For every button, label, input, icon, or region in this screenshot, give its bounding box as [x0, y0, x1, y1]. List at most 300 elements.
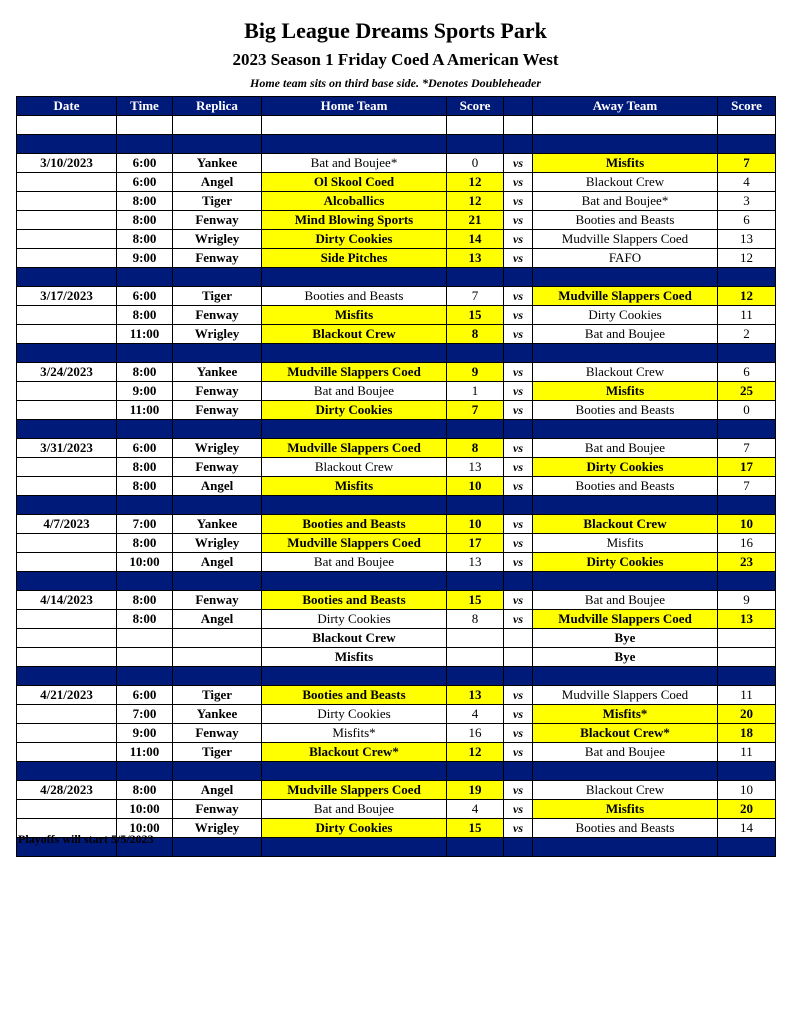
cell-home-score: 10	[447, 515, 504, 534]
cell-home-score: 13	[447, 686, 504, 705]
cell-home-team: Mudville Slappers Coed	[262, 363, 447, 382]
cell-away-score: 11	[718, 306, 776, 325]
cell-vs: vs	[504, 800, 533, 819]
game-row	[17, 192, 776, 211]
cell-away-score: 17	[718, 458, 776, 477]
week-separator	[17, 572, 776, 591]
col-date: Date	[17, 97, 117, 116]
cell-date	[17, 192, 117, 211]
cell-home-score: 0	[447, 154, 504, 173]
cell-vs	[504, 667, 533, 686]
cell-time: 8:00	[117, 211, 173, 230]
week-separator	[17, 667, 776, 686]
cell-home-score: 15	[447, 819, 504, 838]
cell-away-team	[533, 116, 718, 135]
cell-home-score: 16	[447, 724, 504, 743]
cell-date	[17, 420, 117, 439]
game-row	[17, 458, 776, 477]
cell-time: 8:00	[117, 591, 173, 610]
cell-away-score	[718, 648, 776, 667]
cell-replica: Fenway	[173, 382, 262, 401]
cell-away-score: 6	[718, 363, 776, 382]
cell-date	[17, 135, 117, 154]
cell-away-team: Blackout Crew	[533, 173, 718, 192]
cell-vs: vs	[504, 401, 533, 420]
week-separator	[17, 762, 776, 781]
cell-time: 10:00	[117, 553, 173, 572]
cell-home-team: Side Pitches	[262, 249, 447, 268]
cell-replica: Fenway	[173, 724, 262, 743]
cell-replica	[173, 629, 262, 648]
cell-vs: vs	[504, 515, 533, 534]
cell-home-team: Misfits	[262, 648, 447, 667]
cell-time: 6:00	[117, 173, 173, 192]
cell-away-team: Bat and Boujee	[533, 439, 718, 458]
cell-date: 3/17/2023	[17, 287, 117, 306]
cell-date	[17, 249, 117, 268]
cell-vs: vs	[504, 192, 533, 211]
cell-replica: Wrigley	[173, 230, 262, 249]
cell-away-team	[533, 420, 718, 439]
cell-time: 11:00	[117, 401, 173, 420]
cell-vs: vs	[504, 382, 533, 401]
cell-away-team: Mudville Slappers Coed	[533, 686, 718, 705]
game-row	[17, 686, 776, 705]
cell-away-team: Misfits*	[533, 705, 718, 724]
col-home-team: Home Team	[262, 97, 447, 116]
cell-vs: vs	[504, 534, 533, 553]
cell-home-team: Booties and Beasts	[262, 591, 447, 610]
cell-replica: Angel	[173, 477, 262, 496]
cell-date: 4/28/2023	[17, 781, 117, 800]
cell-home-score	[447, 420, 504, 439]
cell-date	[17, 610, 117, 629]
cell-home-score	[447, 116, 504, 135]
cell-vs	[504, 572, 533, 591]
cell-time	[117, 629, 173, 648]
cell-home-score	[447, 135, 504, 154]
cell-home-team	[262, 496, 447, 515]
cell-date	[17, 344, 117, 363]
cell-replica: Fenway	[173, 401, 262, 420]
cell-time: 8:00	[117, 610, 173, 629]
cell-replica	[173, 838, 262, 857]
cell-away-team: Bat and Boujee*	[533, 192, 718, 211]
cell-date	[17, 553, 117, 572]
cell-away-team: Bat and Boujee	[533, 325, 718, 344]
cell-home-score: 21	[447, 211, 504, 230]
cell-away-team	[533, 135, 718, 154]
cell-date	[17, 268, 117, 287]
cell-vs	[504, 135, 533, 154]
cell-home-score: 7	[447, 287, 504, 306]
cell-vs: vs	[504, 591, 533, 610]
cell-home-team: Mudville Slappers Coed	[262, 439, 447, 458]
game-row	[17, 154, 776, 173]
schedule-body	[17, 116, 776, 857]
cell-time: 8:00	[117, 230, 173, 249]
cell-home-score	[447, 762, 504, 781]
cell-date	[17, 800, 117, 819]
cell-replica: Tiger	[173, 287, 262, 306]
cell-date: 4/21/2023	[17, 686, 117, 705]
cell-date: 3/31/2023	[17, 439, 117, 458]
cell-home-score: 10	[447, 477, 504, 496]
cell-replica	[173, 116, 262, 135]
cell-time: 9:00	[117, 382, 173, 401]
cell-home-team: Blackout Crew*	[262, 743, 447, 762]
game-row	[17, 781, 776, 800]
cell-home-score	[447, 629, 504, 648]
cell-home-team	[262, 572, 447, 591]
cell-home-score: 1	[447, 382, 504, 401]
cell-date	[17, 534, 117, 553]
cell-date: 3/10/2023	[17, 154, 117, 173]
cell-home-team: Blackout Crew	[262, 325, 447, 344]
cell-replica: Tiger	[173, 743, 262, 762]
cell-home-score	[447, 268, 504, 287]
cell-home-team: Booties and Beasts	[262, 287, 447, 306]
cell-home-score: 13	[447, 249, 504, 268]
cell-home-score	[447, 496, 504, 515]
cell-replica: Angel	[173, 553, 262, 572]
cell-date	[17, 496, 117, 515]
cell-vs: vs	[504, 325, 533, 344]
cell-vs: vs	[504, 724, 533, 743]
cell-away-score: 10	[718, 781, 776, 800]
cell-vs: vs	[504, 154, 533, 173]
cell-home-team: Bat and Boujee	[262, 382, 447, 401]
cell-date	[17, 724, 117, 743]
cell-date	[17, 648, 117, 667]
game-row	[17, 553, 776, 572]
cell-date	[17, 306, 117, 325]
cell-away-score: 23	[718, 553, 776, 572]
cell-home-team: Dirty Cookies	[262, 610, 447, 629]
cell-away-team: Dirty Cookies	[533, 553, 718, 572]
cell-replica	[173, 420, 262, 439]
cell-vs: vs	[504, 439, 533, 458]
cell-date	[17, 116, 117, 135]
cell-home-team	[262, 762, 447, 781]
cell-date	[17, 743, 117, 762]
cell-date	[17, 173, 117, 192]
cell-replica	[173, 572, 262, 591]
cell-home-team: Blackout Crew	[262, 629, 447, 648]
cell-away-score: 0	[718, 401, 776, 420]
cell-away-score	[718, 762, 776, 781]
cell-vs	[504, 762, 533, 781]
cell-date	[17, 382, 117, 401]
cell-away-score: 11	[718, 743, 776, 762]
cell-replica: Wrigley	[173, 819, 262, 838]
cell-vs	[504, 838, 533, 857]
cell-replica	[173, 135, 262, 154]
cell-away-team: Booties and Beasts	[533, 819, 718, 838]
cell-replica: Angel	[173, 173, 262, 192]
cell-home-team	[262, 344, 447, 363]
game-row	[17, 401, 776, 420]
cell-date	[17, 667, 117, 686]
cell-home-team	[262, 135, 447, 154]
cell-home-score	[447, 344, 504, 363]
cell-away-score: 3	[718, 192, 776, 211]
cell-away-team	[533, 572, 718, 591]
cell-away-score: 10	[718, 515, 776, 534]
cell-replica	[173, 667, 262, 686]
cell-away-score: 7	[718, 154, 776, 173]
cell-home-score: 8	[447, 610, 504, 629]
cell-time	[117, 572, 173, 591]
cell-away-team: Blackout Crew*	[533, 724, 718, 743]
cell-home-score: 8	[447, 325, 504, 344]
cell-home-team	[262, 667, 447, 686]
col-away-score: Score	[718, 97, 776, 116]
week-separator	[17, 420, 776, 439]
cell-vs: vs	[504, 819, 533, 838]
cell-time	[117, 268, 173, 287]
game-row	[17, 724, 776, 743]
cell-replica: Wrigley	[173, 534, 262, 553]
cell-home-team: Booties and Beasts	[262, 686, 447, 705]
cell-away-score	[718, 496, 776, 515]
cell-vs: vs	[504, 306, 533, 325]
cell-home-score	[447, 667, 504, 686]
cell-home-team: Bat and Boujee*	[262, 154, 447, 173]
cell-replica: Wrigley	[173, 325, 262, 344]
cell-home-score	[447, 572, 504, 591]
cell-home-team: Dirty Cookies	[262, 230, 447, 249]
cell-away-score: 18	[718, 724, 776, 743]
cell-away-team	[533, 268, 718, 287]
cell-date	[17, 401, 117, 420]
cell-home-score: 12	[447, 743, 504, 762]
cell-replica: Yankee	[173, 705, 262, 724]
cell-date: 4/14/2023	[17, 591, 117, 610]
cell-time: 6:00	[117, 154, 173, 173]
cell-time: 8:00	[117, 306, 173, 325]
cell-home-team: Mind Blowing Sports	[262, 211, 447, 230]
cell-home-team	[262, 420, 447, 439]
cell-time	[117, 344, 173, 363]
cell-away-score	[718, 420, 776, 439]
week-separator	[17, 135, 776, 154]
cell-time: 10:00	[117, 819, 173, 838]
cell-away-score: 7	[718, 439, 776, 458]
cell-away-score: 14	[718, 819, 776, 838]
cell-home-score	[447, 838, 504, 857]
week-separator	[17, 496, 776, 515]
cell-time	[117, 762, 173, 781]
cell-away-score	[718, 116, 776, 135]
cell-home-score: 8	[447, 439, 504, 458]
cell-date	[17, 762, 117, 781]
cell-away-score: 13	[718, 230, 776, 249]
cell-replica: Fenway	[173, 249, 262, 268]
cell-replica: Fenway	[173, 458, 262, 477]
cell-replica: Yankee	[173, 363, 262, 382]
game-row	[17, 363, 776, 382]
cell-vs	[504, 496, 533, 515]
cell-time	[117, 135, 173, 154]
cell-vs: vs	[504, 173, 533, 192]
cell-home-team: Misfits*	[262, 724, 447, 743]
cell-time: 8:00	[117, 363, 173, 382]
cell-vs: vs	[504, 249, 533, 268]
cell-vs: vs	[504, 743, 533, 762]
cell-replica: Yankee	[173, 154, 262, 173]
cell-away-team: Dirty Cookies	[533, 306, 718, 325]
cell-replica: Angel	[173, 610, 262, 629]
cell-home-team	[262, 838, 447, 857]
game-row	[17, 287, 776, 306]
cell-away-team: Blackout Crew	[533, 363, 718, 382]
week-separator	[17, 344, 776, 363]
cell-home-score: 13	[447, 553, 504, 572]
cell-time: 6:00	[117, 287, 173, 306]
cell-date	[17, 477, 117, 496]
cell-away-score	[718, 838, 776, 857]
cell-time: 8:00	[117, 781, 173, 800]
cell-away-score	[718, 344, 776, 363]
cell-away-score: 11	[718, 686, 776, 705]
game-row	[17, 325, 776, 344]
game-row	[17, 211, 776, 230]
cell-replica: Tiger	[173, 686, 262, 705]
cell-away-team	[533, 496, 718, 515]
cell-vs: vs	[504, 705, 533, 724]
cell-away-team	[533, 344, 718, 363]
cell-date	[17, 629, 117, 648]
cell-time: 6:00	[117, 439, 173, 458]
cell-home-team: Misfits	[262, 477, 447, 496]
cell-away-score	[718, 629, 776, 648]
cell-vs	[504, 344, 533, 363]
cell-replica: Fenway	[173, 306, 262, 325]
cell-replica	[173, 268, 262, 287]
schedule-note: Home team sits on third base side. *Denotes Doubleheader	[250, 76, 541, 90]
cell-vs: vs	[504, 477, 533, 496]
cell-replica	[173, 344, 262, 363]
cell-vs	[504, 629, 533, 648]
cell-date: 4/7/2023	[17, 515, 117, 534]
cell-vs: vs	[504, 230, 533, 249]
cell-time: 6:00	[117, 686, 173, 705]
cell-away-team: Bat and Boujee	[533, 743, 718, 762]
game-row	[17, 306, 776, 325]
game-row	[17, 705, 776, 724]
cell-home-team: Misfits	[262, 306, 447, 325]
schedule-table	[16, 96, 776, 857]
cell-away-score: 9	[718, 591, 776, 610]
header-row	[17, 97, 776, 116]
cell-date	[17, 230, 117, 249]
game-row	[17, 610, 776, 629]
cell-home-score: 14	[447, 230, 504, 249]
cell-home-team: Booties and Beasts	[262, 515, 447, 534]
cell-time	[117, 667, 173, 686]
cell-time: 8:00	[117, 477, 173, 496]
cell-home-score: 17	[447, 534, 504, 553]
game-row	[17, 439, 776, 458]
cell-away-team	[533, 762, 718, 781]
game-row	[17, 515, 776, 534]
cell-away-score: 20	[718, 800, 776, 819]
game-row	[17, 648, 776, 667]
cell-home-score: 9	[447, 363, 504, 382]
cell-vs	[504, 268, 533, 287]
cell-time: 11:00	[117, 325, 173, 344]
cell-away-score	[718, 135, 776, 154]
game-row	[17, 249, 776, 268]
cell-away-team: Misfits	[533, 154, 718, 173]
cell-away-team: Bat and Boujee	[533, 591, 718, 610]
cell-time	[117, 496, 173, 515]
cell-away-team: Mudville Slappers Coed	[533, 287, 718, 306]
cell-away-score: 12	[718, 249, 776, 268]
col-time: Time	[117, 97, 173, 116]
col-vs	[504, 97, 533, 116]
cell-away-team: Blackout Crew	[533, 515, 718, 534]
cell-home-score: 4	[447, 705, 504, 724]
cell-replica: Wrigley	[173, 439, 262, 458]
cell-home-team: Alcoballics	[262, 192, 447, 211]
cell-away-score: 12	[718, 287, 776, 306]
cell-date	[17, 705, 117, 724]
cell-time	[117, 648, 173, 667]
game-row	[17, 629, 776, 648]
cell-time	[117, 116, 173, 135]
cell-away-score: 20	[718, 705, 776, 724]
cell-time: 8:00	[117, 192, 173, 211]
cell-vs: vs	[504, 686, 533, 705]
cell-date	[17, 325, 117, 344]
col-replica: Replica	[173, 97, 262, 116]
game-row	[17, 591, 776, 610]
cell-away-team	[533, 667, 718, 686]
cell-home-score: 15	[447, 591, 504, 610]
cell-away-team: Blackout Crew	[533, 781, 718, 800]
cell-away-team	[533, 838, 718, 857]
cell-home-team: Bat and Boujee	[262, 553, 447, 572]
cell-away-score	[718, 268, 776, 287]
cell-away-team: Misfits	[533, 534, 718, 553]
cell-away-score: 4	[718, 173, 776, 192]
cell-home-score: 4	[447, 800, 504, 819]
cell-time: 8:00	[117, 458, 173, 477]
cell-away-score	[718, 667, 776, 686]
cell-replica: Yankee	[173, 515, 262, 534]
cell-home-score: 12	[447, 173, 504, 192]
cell-home-team	[262, 268, 447, 287]
cell-away-score: 6	[718, 211, 776, 230]
game-row	[17, 743, 776, 762]
game-row	[17, 382, 776, 401]
cell-time: 10:00	[117, 800, 173, 819]
cell-home-team: Blackout Crew	[262, 458, 447, 477]
col-home-score: Score	[447, 97, 504, 116]
cell-replica: Angel	[173, 781, 262, 800]
cell-home-team: Dirty Cookies	[262, 401, 447, 420]
cell-replica: Fenway	[173, 800, 262, 819]
cell-vs: vs	[504, 610, 533, 629]
cell-vs: vs	[504, 287, 533, 306]
cell-time: 8:00	[117, 534, 173, 553]
cell-vs: vs	[504, 211, 533, 230]
cell-time: 7:00	[117, 705, 173, 724]
cell-time	[117, 420, 173, 439]
cell-vs: vs	[504, 553, 533, 572]
